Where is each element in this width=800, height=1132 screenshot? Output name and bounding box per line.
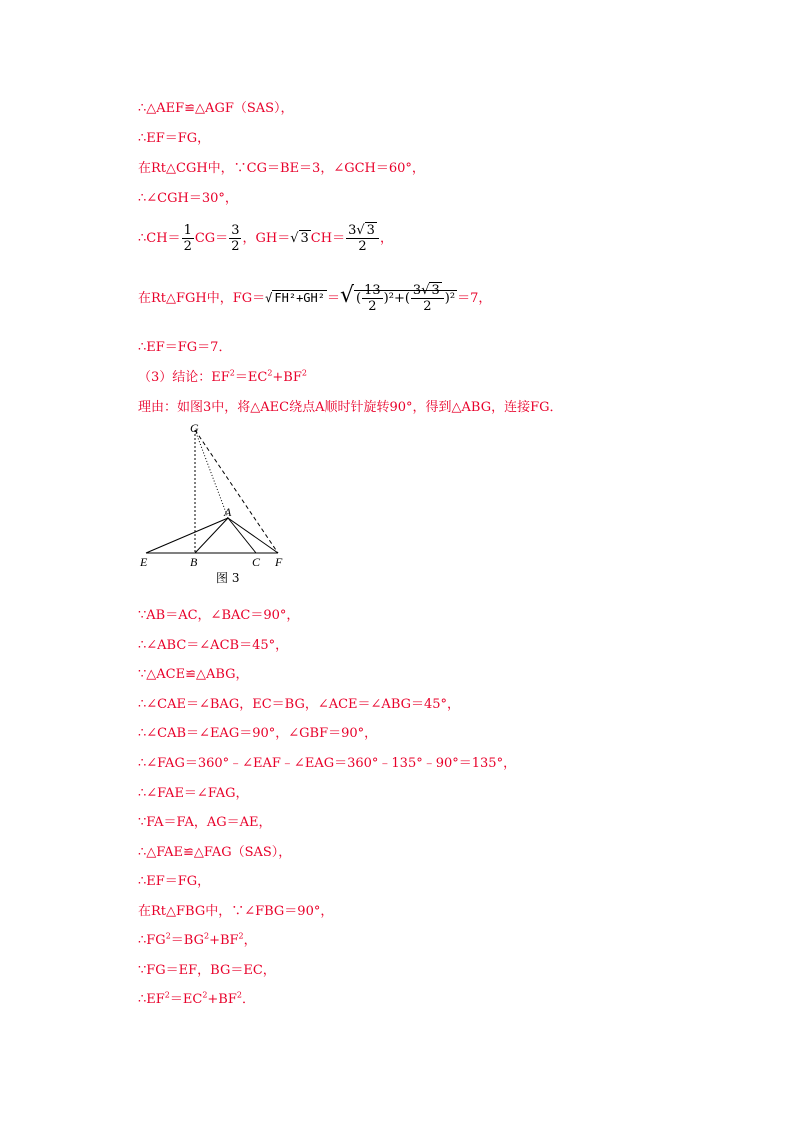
line-13: ∴∠CAE＝∠BAG，EC＝BG，∠ACE＝∠ABG＝45°， [138, 697, 461, 712]
line-gf [195, 430, 278, 553]
line-5-text-c: ，GH＝ [242, 231, 291, 246]
line-11: ∴∠ABC＝∠ACB＝45°， [138, 638, 289, 653]
line-18: ∴△FAE≌△FAG（SAS）， [138, 845, 292, 860]
line-9: 理由：如图3中，将△AEC绕点A顺时针旋转90°，得到△ABG，连接FG． [138, 400, 563, 415]
line-5-text-a: ∴CH＝ [138, 231, 181, 246]
label-c: C [252, 555, 261, 569]
line-5-text-b: CG＝ [194, 231, 229, 246]
line-21: $\therefore FG^2=BG^2+BF^2$， [138, 931, 257, 948]
line-17: ∵FA＝FA，AG＝AE， [138, 815, 272, 830]
line-ba [195, 518, 228, 553]
line-20: 在Rt△FBG中，∵∠FBG＝90°， [138, 904, 334, 919]
line-8: （3）结论：$EF^2=EC^2+BF^2$ [138, 368, 307, 385]
line-5 [138, 222, 393, 256]
label-e: E [140, 555, 148, 569]
figure-caption: 图 3 [216, 571, 240, 585]
line-23: $\therefore EF^2=EC^2+BF^2$． [138, 990, 255, 1007]
line-1: ∴△AEF≌△AGF（SAS）， [138, 101, 294, 116]
line-19: ∴EF＝FG， [138, 874, 211, 889]
label-f: F [275, 555, 283, 569]
fraction-three-halves: $\frac{3}{2}$ [231, 223, 240, 254]
fraction-ch-value: $\frac{3√ 3}{2}$ [346, 223, 379, 254]
line-af [228, 518, 278, 553]
line-16: ∴∠FAE＝∠FAG， [138, 786, 249, 801]
line-10: ∵AB＝AC，∠BAC＝90°， [138, 608, 300, 623]
line-ea [146, 518, 228, 553]
line-6-text-c: ＝7， [457, 291, 492, 306]
line-6 [138, 276, 491, 319]
line-4: ∴∠CGH＝30°， [138, 191, 238, 206]
sqrt-three: √ 3 [290, 231, 309, 246]
line-2: ∴EF＝FG， [138, 131, 211, 146]
sqrt-fh-gh: √ FH²+GH² [265, 291, 325, 305]
label-a: A [224, 505, 232, 519]
line-ac [228, 518, 256, 553]
line-3: 在Rt△CGH中，∵CG＝BE＝3，∠GCH＝60°， [138, 161, 425, 176]
line-5-text-d: CH＝ [310, 231, 346, 246]
fraction-one-half: $\frac{1}{2}$ [183, 223, 192, 254]
line-12: ∵△ACE≌△ABG， [138, 667, 249, 682]
label-g: G [190, 421, 199, 435]
geometry-figure-3 [138, 420, 298, 590]
line-6-text-a: 在Rt△FGH中，FG＝ [138, 291, 266, 306]
line-15: ∴∠FAG＝360°﹣∠EAF﹣∠EAG＝360°﹣135°﹣90°＝135°， [138, 756, 517, 771]
line-5-text-e: ， [379, 231, 393, 246]
line-22: ∵FG＝EF，BG＝EC， [138, 963, 276, 978]
sqrt-fg-numeric: √ ( $\frac{13}{2}$ )²+( $\frac{3√ 3}{2}$ )² [340, 283, 456, 314]
label-b: B [190, 555, 198, 569]
line-6-text-b: ＝ [326, 291, 340, 306]
line-7: ∴EF＝FG＝7． [138, 340, 232, 355]
line-14: ∴∠CAB＝∠EAG＝90°，∠GBF＝90°， [138, 726, 378, 741]
